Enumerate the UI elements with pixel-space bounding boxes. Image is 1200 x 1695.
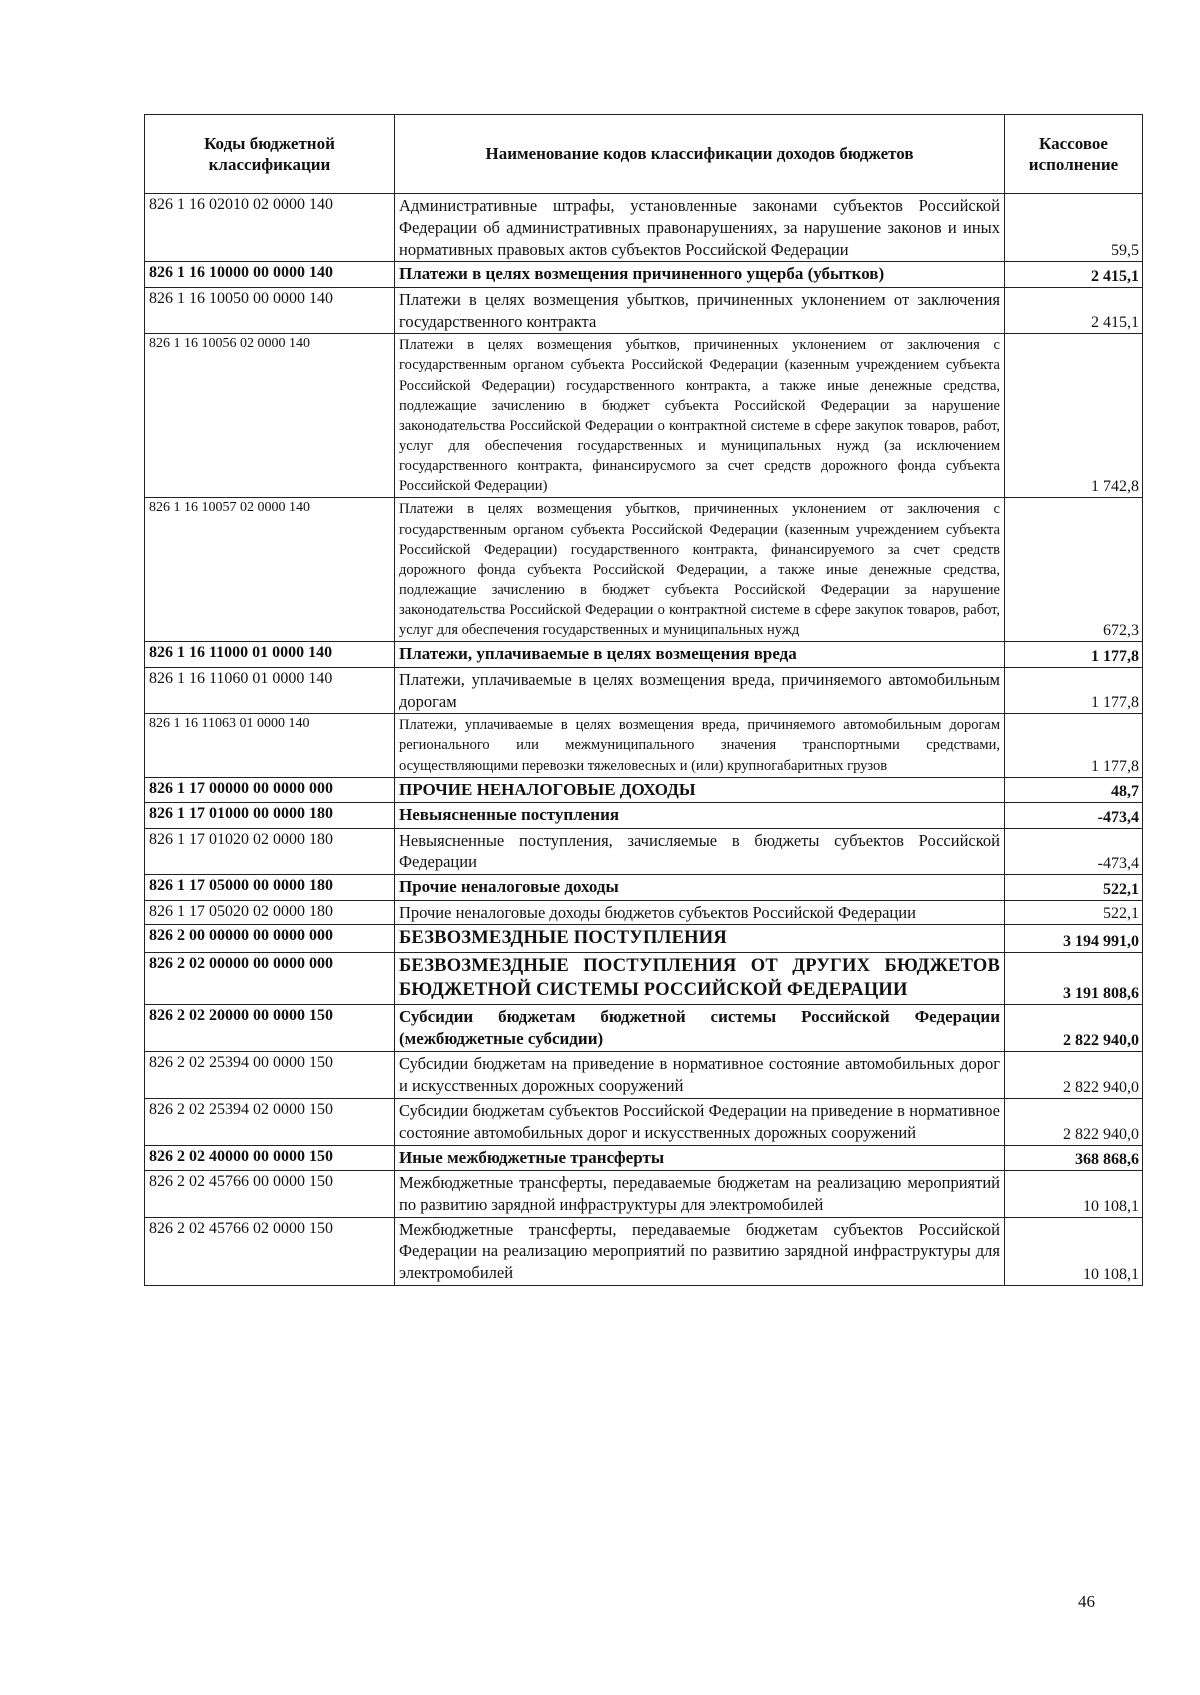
table-row (145, 1217, 1143, 1285)
header-code: Коды бюджетной классификации (145, 115, 395, 194)
row-code: 826 1 17 05020 02 0000 180 (145, 900, 395, 925)
row-code: 826 1 16 02010 02 0000 140 (145, 194, 395, 262)
row-name: Иные межбюджетные трансферты (395, 1145, 1005, 1170)
row-code: 826 1 16 11063 01 0000 140 (145, 714, 395, 777)
table-row (145, 828, 1143, 875)
row-name: Прочие неналоговые доходы (395, 875, 1005, 900)
row-name: Субсидии бюджетам субъектов Российской Федерации на приведение в нормативное состояние автомобильных дорог и искусственных дорожных сооружений (395, 1099, 1005, 1146)
row-name: БЕЗВОЗМЕЗДНЫЕ ПОСТУПЛЕНИЯ ОТ ДРУГИХ БЮДЖЕТОВ БЮДЖЕТНОЙ СИСТЕМЫ РОССИЙСКОЙ ФЕДЕРАЦИИ (395, 952, 1005, 1004)
budget-table (144, 114, 1143, 1286)
budget-document (144, 114, 1142, 1286)
row-name: Платежи, уплачиваемые в целях возмещения вреда, причиняемого автомобильным дорогам регионального или межмуниципального значения транспортными средствами, осуществляющими перевозки тяжеловесных и (или) крупногабаритных грузов (395, 714, 1005, 777)
row-amount: 2 415,1 (1005, 287, 1143, 334)
table-row (145, 1052, 1143, 1099)
row-name: Прочие неналоговые доходы бюджетов субъектов Российской Федерации (395, 900, 1005, 925)
row-code: 826 2 02 45766 02 0000 150 (145, 1217, 395, 1285)
table-row (145, 1170, 1143, 1217)
table-row (145, 1145, 1143, 1170)
row-code: 826 1 17 00000 00 0000 000 (145, 777, 395, 802)
row-name: БЕЗВОЗМЕЗДНЫЕ ПОСТУПЛЕНИЯ (395, 925, 1005, 952)
row-name: Субсидии бюджетам бюджетной системы Российской Федерации (межбюджетные субсидии) (395, 1004, 1005, 1052)
row-code: 826 2 02 25394 00 0000 150 (145, 1052, 395, 1099)
row-code: 826 1 17 01000 00 0000 180 (145, 803, 395, 828)
row-name: Межбюджетные трансферты, передаваемые бюджетам субъектов Российской Федерации на реализацию мероприятий по развитию зарядной инфраструктуры для электромобилей (395, 1217, 1005, 1285)
row-amount: 2 822 940,0 (1005, 1004, 1143, 1052)
row-code: 826 1 17 01020 02 0000 180 (145, 828, 395, 875)
row-name: ПРОЧИЕ НЕНАЛОГОВЫЕ ДОХОДЫ (395, 777, 1005, 802)
table-row (145, 667, 1143, 714)
row-code: 826 2 02 20000 00 0000 150 (145, 1004, 395, 1052)
row-amount: 368 868,6 (1005, 1145, 1143, 1170)
row-code: 826 1 16 10000 00 0000 140 (145, 262, 395, 287)
row-amount: -473,4 (1005, 828, 1143, 875)
row-name: Платежи в целях возмещения убытков, причиненных уклонением от заключения с государственным органом субъекта Российской Федерации (казенным учреждением субъекта Российской Федерации) государственного контракта, а также иные денежные средства, подлежащие зачислению в бюджет субъекта Российской Федерации за нарушение законодательства Российской Федерации о контрактной системе в сфере закупок товаров, работ, услуг для обеспечения государственных и муниципальных нужд (за исключением государственного контракта, финансирусмого за счет средств дорожного фонда субъекта Российской Федерации) (395, 334, 1005, 498)
row-amount: 672,3 (1005, 498, 1143, 642)
row-code: 826 2 02 45766 00 0000 150 (145, 1170, 395, 1217)
table-row (145, 1099, 1143, 1146)
row-code: 826 2 02 40000 00 0000 150 (145, 1145, 395, 1170)
row-code: 826 2 00 00000 00 0000 000 (145, 925, 395, 952)
table-row (145, 262, 1143, 287)
page-number: 46 (1078, 1592, 1095, 1611)
row-amount: 59,5 (1005, 194, 1143, 262)
row-name: Платежи, уплачиваемые в целях возмещения вреда (395, 642, 1005, 667)
table-row (145, 194, 1143, 262)
row-amount: 10 108,1 (1005, 1170, 1143, 1217)
row-amount: 2 822 940,0 (1005, 1099, 1143, 1146)
header-name: Наименование кодов классификации доходов бюджетов (395, 115, 1005, 194)
table-row (145, 952, 1143, 1004)
table-row (145, 1004, 1143, 1052)
row-amount: 48,7 (1005, 777, 1143, 802)
table-row (145, 900, 1143, 925)
row-amount: 10 108,1 (1005, 1217, 1143, 1285)
row-amount: 2 415,1 (1005, 262, 1143, 287)
row-name: Субсидии бюджетам на приведение в нормативное состояние автомобильных дорог и искусственных дорожных сооружений (395, 1052, 1005, 1099)
table-row (145, 875, 1143, 900)
row-code: 826 1 16 11000 01 0000 140 (145, 642, 395, 667)
row-amount: 3 191 808,6 (1005, 952, 1143, 1004)
row-amount: 1 742,8 (1005, 334, 1143, 498)
table-row (145, 803, 1143, 828)
row-amount: 1 177,8 (1005, 714, 1143, 777)
table-row (145, 334, 1143, 498)
row-amount: 2 822 940,0 (1005, 1052, 1143, 1099)
row-code: 826 2 02 00000 00 0000 000 (145, 952, 395, 1004)
row-name: Платежи в целях возмещения причиненного ущерба (убытков) (395, 262, 1005, 287)
row-amount: 1 177,8 (1005, 667, 1143, 714)
table-row (145, 777, 1143, 802)
table-row (145, 287, 1143, 334)
table-header-row (145, 115, 1143, 194)
table-row (145, 925, 1143, 952)
row-name: Административные штрафы, установленные законами субъектов Российской Федерации об административных правонарушениях, за нарушение законов и иных нормативных правовых актов субъектов Российской Федерации (395, 194, 1005, 262)
row-name: Платежи, уплачиваемые в целях возмещения вреда, причиняемого автомобильным дорогам (395, 667, 1005, 714)
header-amount: Кассовое исполнение (1005, 115, 1143, 194)
row-amount: 522,1 (1005, 875, 1143, 900)
table-row (145, 642, 1143, 667)
row-name: Платежи в целях возмещения убытков, причиненных уклонением от заключения государственного контракта (395, 287, 1005, 334)
row-amount: 3 194 991,0 (1005, 925, 1143, 952)
row-code: 826 1 17 05000 00 0000 180 (145, 875, 395, 900)
row-code: 826 1 16 10050 00 0000 140 (145, 287, 395, 334)
row-code: 826 1 16 10056 02 0000 140 (145, 334, 395, 498)
row-name: Межбюджетные трансферты, передаваемые бюджетам на реализацию мероприятий по развитию зарядной инфраструктуры для электромобилей (395, 1170, 1005, 1217)
row-code: 826 1 16 10057 02 0000 140 (145, 498, 395, 642)
row-name: Невыясненные поступления (395, 803, 1005, 828)
table-row (145, 714, 1143, 777)
row-amount: 1 177,8 (1005, 642, 1143, 667)
row-name: Невыясненные поступления, зачисляемые в бюджеты субъектов Российской Федерации (395, 828, 1005, 875)
row-amount: -473,4 (1005, 803, 1143, 828)
table-row (145, 498, 1143, 642)
row-amount: 522,1 (1005, 900, 1143, 925)
row-code: 826 2 02 25394 02 0000 150 (145, 1099, 395, 1146)
row-name: Платежи в целях возмещения убытков, причиненных уклонением от заключения с государственным органом субъекта Российской Федерации (казенным учреждением субъекта Российской Федерации) государственного контракта, финансируемого за счет средств дорожного фонда субъекта Российской Федерации, а также иные денежные средства, подлежащие зачислению в бюджет субъекта Российской Федерации за нарушение законодательства Российской Федерации о контрактной системе в сфере закупок товаров, работ, услуг для обеспечения государственных и муниципальных нужд (395, 498, 1005, 642)
row-code: 826 1 16 11060 01 0000 140 (145, 667, 395, 714)
